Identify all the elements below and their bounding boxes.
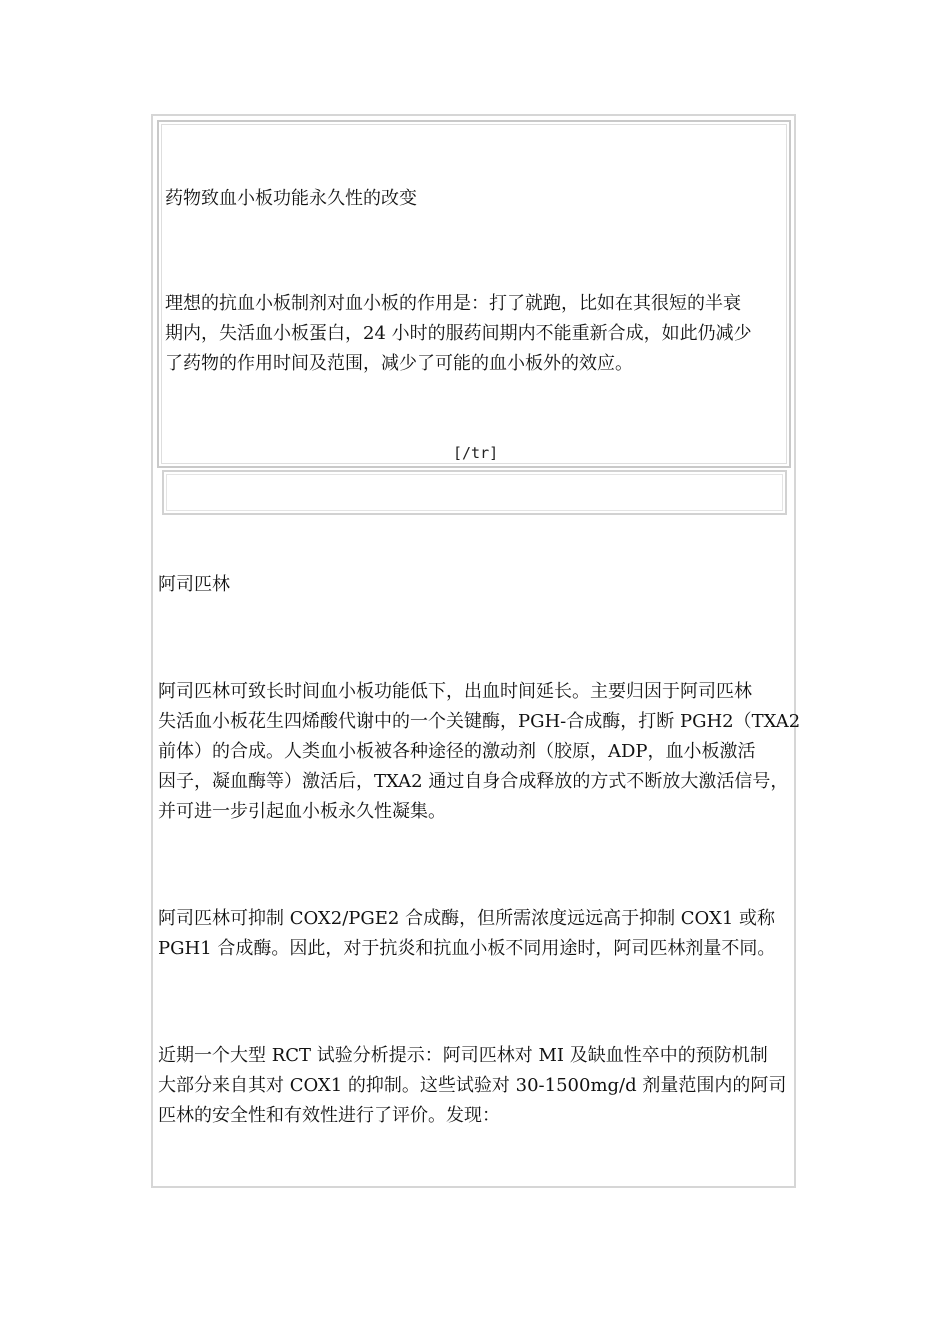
inner-paragraph-line-2: 期内，失活血小板蛋白，24 小时的服药间期内不能重新合成，如此仍减少 xyxy=(165,323,752,344)
paragraph3-line-1: 近期一个大型 RCT 试验分析提示：阿司匹林对 MI 及缺血性卒中的预防机制 xyxy=(158,1045,768,1066)
paragraph1-line-4: 因子，凝血酶等）激活后，TXA2 通过自身合成释放的方式不断放大激活信号， xyxy=(158,771,789,792)
paragraph2-line-1: 阿司匹林可抑制 COX2/PGE2 合成酶，但所需浓度远远高于抑制 COX1 或称 xyxy=(158,908,775,929)
paragraph3-line-3: 匹林的安全性和有效性进行了评价。发现： xyxy=(158,1105,500,1126)
inner-section-title: 药物致血小板功能永久性的改变 xyxy=(165,188,417,209)
paragraph1-line-1: 阿司匹林可致长时间血小板功能低下，出血时间延长。主要归因于阿司匹林 xyxy=(158,681,752,702)
paragraph3-line-2: 大部分来自其对 COX1 的抑制。这些试验对 30-1500mg/d 剂量范围内的阿司 xyxy=(158,1075,787,1096)
paragraph1-line-2: 失活血小板花生四烯酸代谢中的一个关键酶，PGH-合成酶，打断 PGH2（TXA2 xyxy=(158,711,801,732)
inner-paragraph-line-1: 理想的抗血小板制剂对血小板的作用是：打了就跑，比如在其很短的半衰 xyxy=(165,293,741,314)
paragraph1-line-5: 并可进一步引起血小板永久性凝集。 xyxy=(158,801,446,822)
empty-table-cell xyxy=(162,470,787,515)
paragraph1-line-3: 前体）的合成。人类血小板被各种途径的激动剂（胶原，ADP，血小板激活 xyxy=(158,741,756,762)
inner-paragraph-line-3: 了药物的作用时间及范围，减少了可能的血小板外的效应。 xyxy=(165,353,633,374)
section-heading: 阿司匹林 xyxy=(158,574,230,595)
paragraph2-line-2: PGH1 合成酶。因此，对于抗炎和抗血小板不同用途时，阿司匹林剂量不同。 xyxy=(158,938,776,959)
closing-tag-text: [/tr] xyxy=(453,444,499,462)
